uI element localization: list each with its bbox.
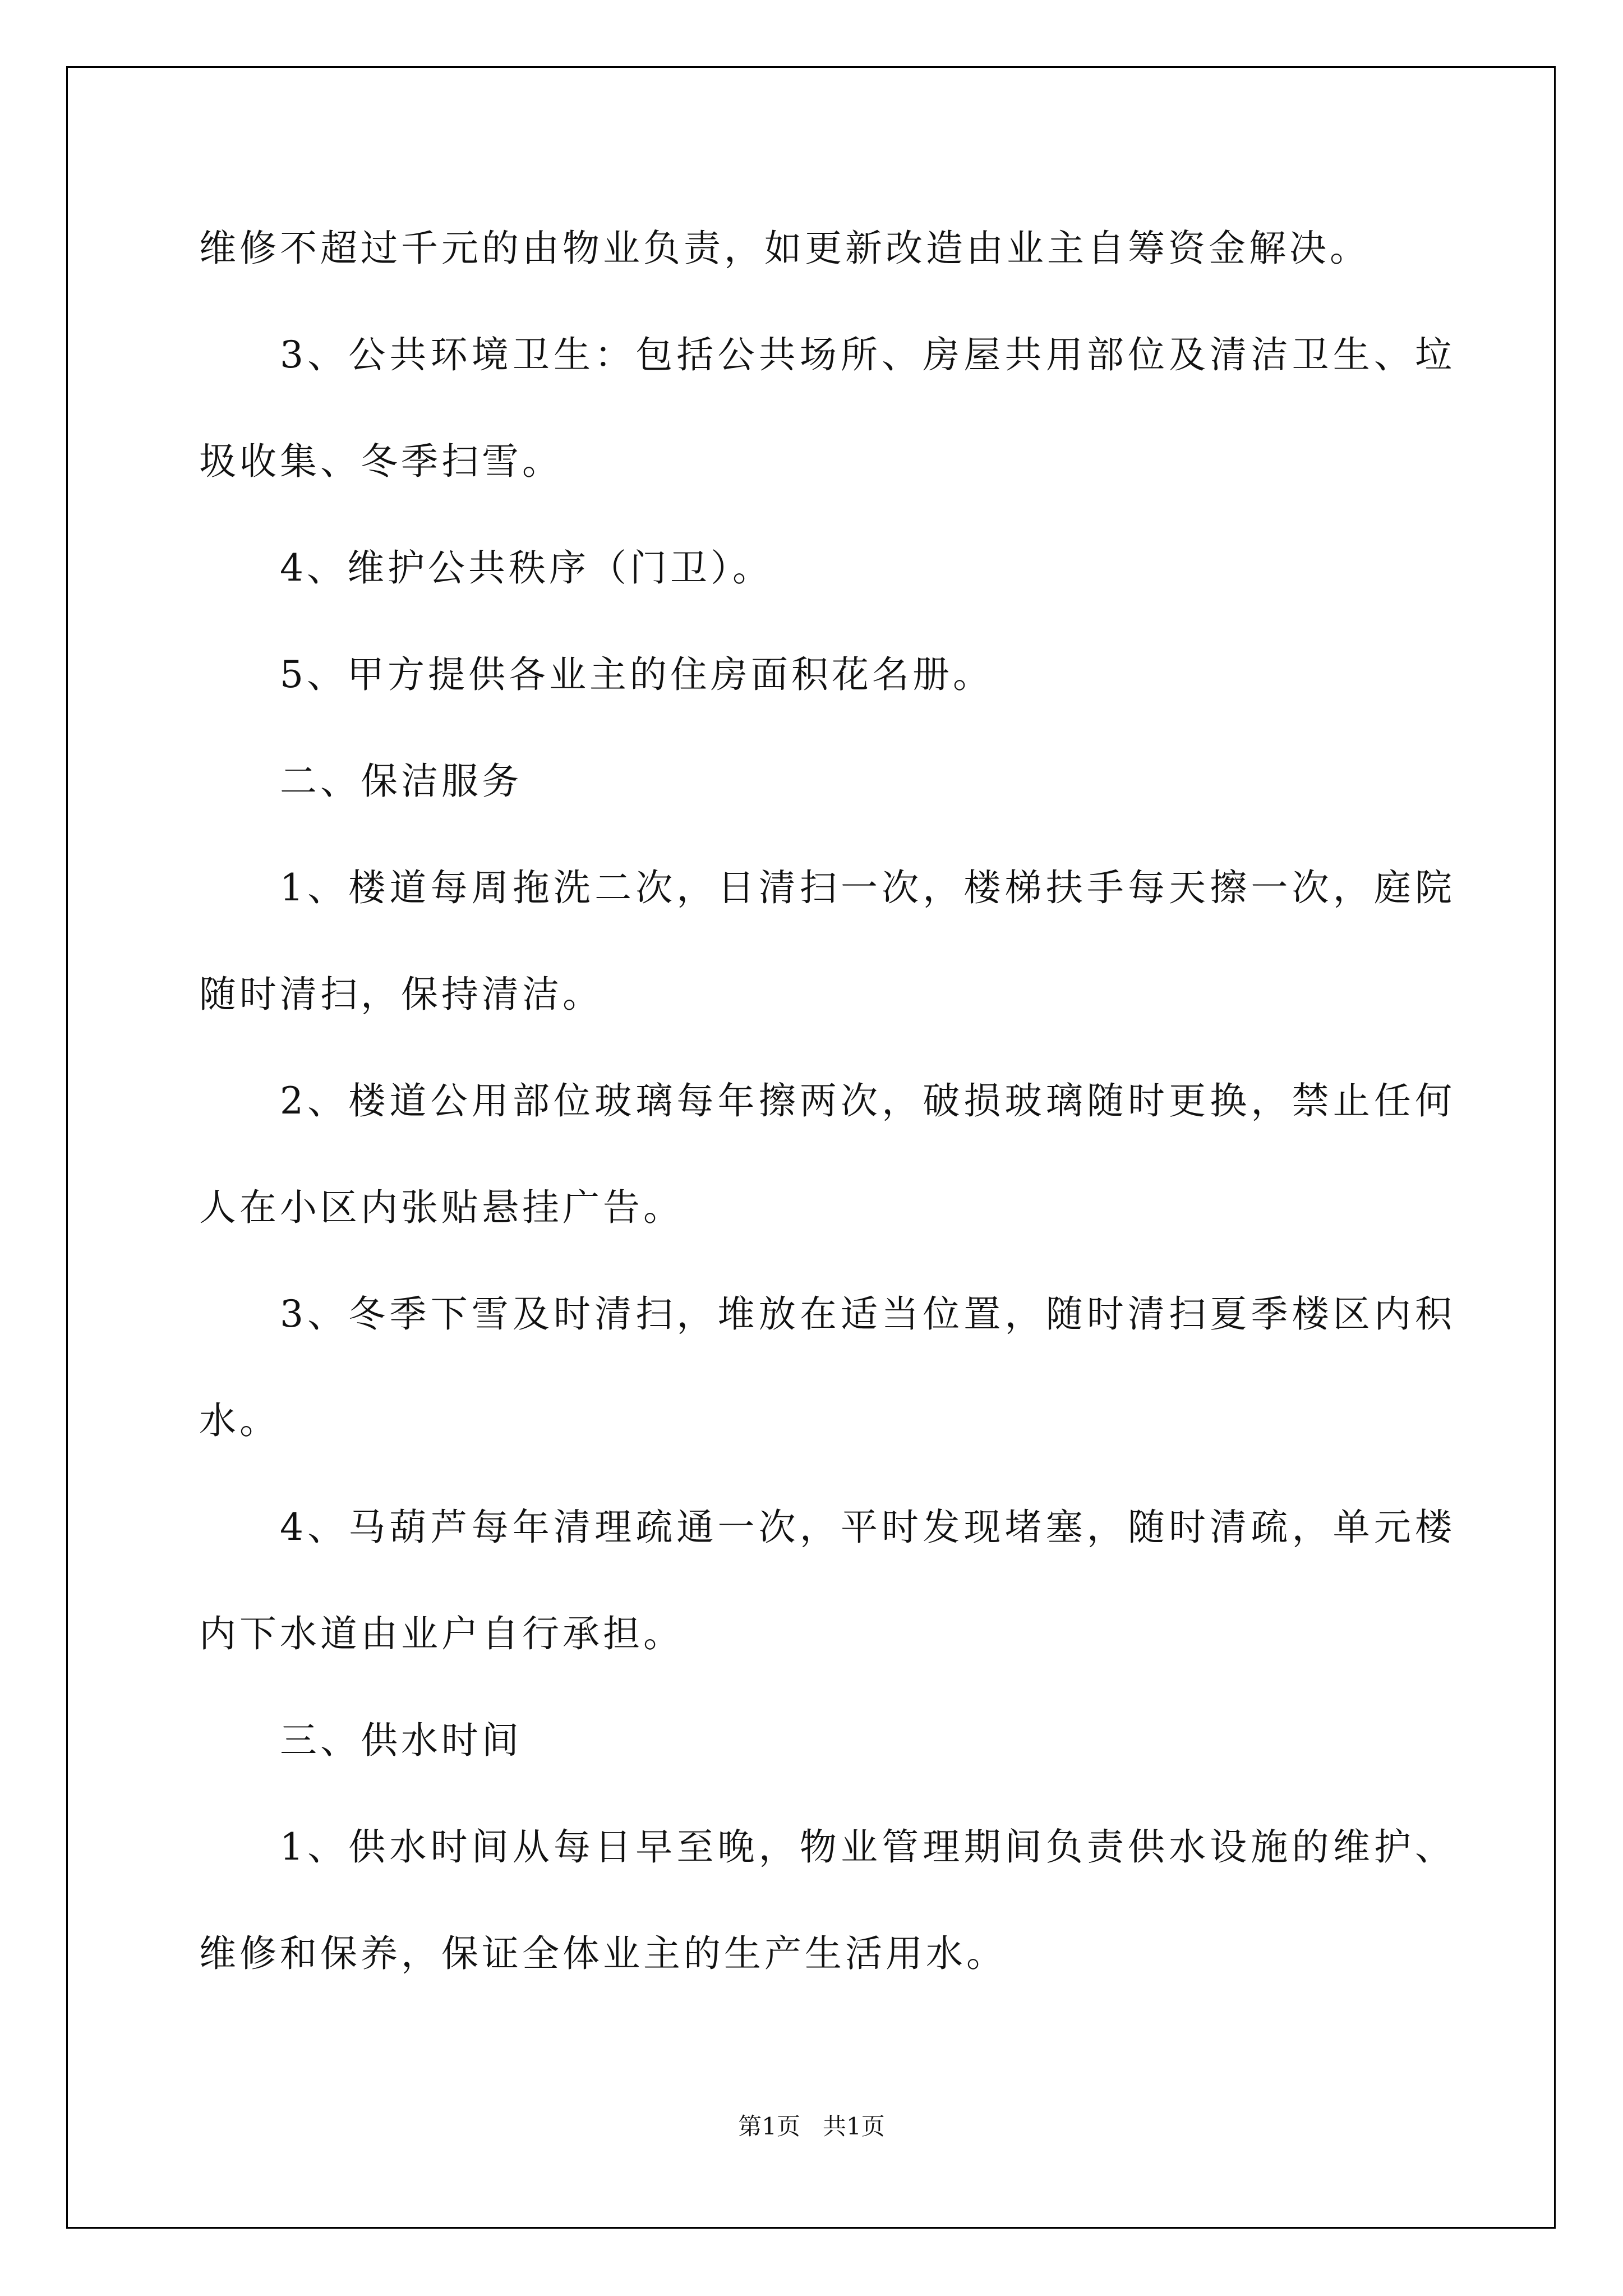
paragraph: 4、马葫芦每年清理疏通一次，平时发现堵塞，随时清疏，单元楼内下水道由业户自行承担。 bbox=[199, 1506, 1455, 1655]
paragraph: 1、楼道每周拖洗二次，日清扫一次，楼梯扶手每天擦一次，庭院随时清扫，保持清洁。 bbox=[199, 866, 1455, 1016]
paragraph: 3、冬季下雪及时清扫，堆放在适当位置，随时清扫夏季楼区内积水。 bbox=[199, 1292, 1455, 1442]
paragraph: 4、维护公共秩序（门卫）。 bbox=[280, 546, 773, 590]
section-heading: 三、供水时间 bbox=[280, 1719, 522, 1762]
document-body bbox=[199, 195, 1455, 2007]
section-heading: 二、保洁服务 bbox=[280, 760, 522, 803]
paragraph: 2、楼道公用部位玻璃每年擦两次，破损玻璃随时更换，禁止任何人在小区内张贴悬挂广告。 bbox=[199, 1079, 1455, 1229]
page-number-footer: 第1页 共1页 bbox=[738, 2113, 885, 2140]
paragraph: 维修不超过千元的由物业负责，如更新改造由业主自筹资金解决。 bbox=[199, 227, 1370, 270]
paragraph: 3、公共环境卫生：包括公共场所、房屋共用部位及清洁卫生、垃圾收集、冬季扫雪。 bbox=[199, 333, 1455, 483]
paragraph: 1、供水时间从每日早至晚，物业管理期间负责供水设施的维护、维修和保养，保证全体业主的生产生活用水。 bbox=[199, 1825, 1455, 1975]
paragraph: 5、甲方提供各业主的住房面积花名册。 bbox=[280, 653, 993, 696]
